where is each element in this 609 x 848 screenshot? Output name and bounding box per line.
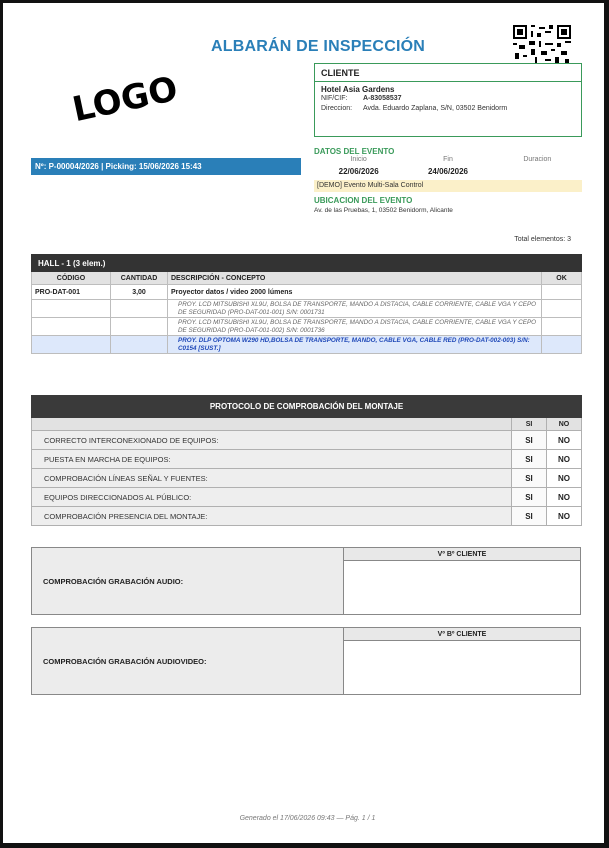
protocol-si-option[interactable]: SI [512, 488, 547, 507]
event-location-heading: UBICACION DEL EVENTO [314, 196, 413, 205]
protocol-row [32, 431, 582, 450]
client-address [315, 104, 581, 114]
protocol-row [32, 469, 582, 488]
protocol-no-option[interactable]: NO [547, 507, 582, 526]
duration-label: Duracion [523, 156, 552, 163]
address-value: Avda. Eduardo Zaplana, S/N, 03502 Benidorm [363, 105, 508, 112]
audiovideo-recording-box [31, 627, 581, 695]
protocol-item-label: CORRECTO INTERCONEXIONADO DE EQUIPOS: [32, 431, 512, 450]
item-description: Proyector datos / video 2000 lúmens [168, 285, 542, 300]
nif-value: A-83058537 [363, 95, 402, 102]
accessory-description: PROY. DLP OPTOMA W290 HD,BOLSA DE TRANSPORTE, MANDO, CABLE VGA, CABLE RED (PRO-DAT-002-003) S/N: C0154 [SUST.] [168, 336, 542, 354]
event-date-values [314, 167, 582, 176]
company-logo: LOGO [69, 68, 182, 131]
protocol-no-option[interactable]: NO [547, 450, 582, 469]
accessory-ok-cell[interactable] [542, 336, 582, 354]
protocol-row [32, 488, 582, 507]
protocol-si-option[interactable]: SI [512, 507, 547, 526]
protocol-title-row [32, 396, 582, 418]
picking-bar: Nº: P-00004/2026 | Picking: 15/06/2026 15:43 [31, 158, 301, 175]
column-header-row [32, 272, 582, 285]
table-row [32, 285, 582, 300]
start-value: 22/06/2026 [338, 167, 379, 176]
protocol-si-option[interactable]: SI [512, 431, 547, 450]
protocol-si-option[interactable]: SI [512, 450, 547, 469]
protocol-item-label: COMPROBACIÓN PRESENCIA DEL MONTAJE: [32, 507, 512, 526]
accessory-description: PROY. LCD MITSUBISHI XL9U, BOLSA DE TRANSPORTE, MANDO A DISTACIA, CABLE CORRIENTE, CABLE VGA Y CEPO DE SEGURIDAD (PRO-DAT-001-002) S/N: 0001736 [168, 318, 542, 336]
item-quantity: 3,00 [111, 285, 168, 300]
audiovideo-recording-label: COMPROBACIÓN GRABACIÓN AUDIOVIDEO: [32, 628, 344, 694]
protocol-item-label: PUESTA EN MARCHA DE EQUIPOS: [32, 450, 512, 469]
item-ok-cell[interactable] [542, 285, 582, 300]
event-date-labels [314, 156, 582, 163]
col-ok: OK [542, 272, 582, 285]
hall-header-row [32, 255, 582, 272]
duration-value [493, 167, 582, 176]
address-label: Direccion: [321, 105, 353, 112]
accessory-row [32, 300, 582, 318]
audio-recording-label: COMPROBACIÓN GRABACIÓN AUDIO: [32, 548, 344, 614]
client-signature-area[interactable] [344, 561, 580, 614]
protocol-no-option[interactable]: NO [547, 488, 582, 507]
protocol-item-label: EQUIPOS DIRECCIONADOS AL PÚBLICO: [32, 488, 512, 507]
protocol-si-option[interactable]: SI [512, 469, 547, 488]
end-value: 24/06/2026 [427, 167, 469, 176]
client-signature-area[interactable] [344, 641, 580, 694]
end-label: Fin [443, 156, 453, 163]
hall-title: HALL - 1 (3 elem.) [32, 255, 582, 272]
client-box [314, 63, 582, 137]
protocol-title: PROTOCOLO DE COMPROBACIÓN DEL MONTAJE [32, 396, 582, 418]
client-approval-label: Vº Bº CLIENTE [344, 548, 580, 561]
protocol-item-label: COMPROBACIÓN LÍNEAS SEÑAL Y FUENTES: [32, 469, 512, 488]
protocol-row [32, 450, 582, 469]
client-name: Hotel Asia Gardens [321, 85, 395, 94]
col-cantidad: CANTIDAD [111, 272, 168, 285]
protocol-subheader-row [32, 418, 582, 431]
hall-table [31, 254, 582, 354]
protocol-no-option[interactable]: NO [547, 469, 582, 488]
page-footer: Generado el 17/06/2026 09:43 — Pág. 1 / 1 [239, 815, 376, 822]
client-nif [315, 94, 581, 104]
protocol-no-option[interactable]: NO [547, 431, 582, 450]
client-approval-label: Vº Bº CLIENTE [344, 628, 580, 641]
event-location-value: Av. de las Pruebas, 1, 03502 Benidorm, Alicante [314, 207, 453, 214]
client-heading: CLIENTE [315, 64, 581, 82]
protocol-table [31, 395, 582, 526]
audio-recording-box [31, 547, 581, 615]
protocol-row [32, 507, 582, 526]
item-code: PRO-DAT-001 [32, 285, 111, 300]
protocol-no-header: NO [547, 418, 582, 431]
nif-label: NIF/CIF: [321, 95, 348, 102]
accessory-ok-cell[interactable] [542, 300, 582, 318]
event-name-bar: [DEMO] Evento Multi-Sala Control [314, 180, 582, 192]
col-descripcion: DESCRIPCIÓN - CONCEPTO [168, 272, 542, 285]
protocol-si-header: SI [512, 418, 547, 431]
event-data-heading: DATOS DEL EVENTO [314, 147, 395, 156]
accessory-ok-cell[interactable] [542, 318, 582, 336]
col-codigo: CÓDIGO [32, 272, 111, 285]
document-title: ALBARÁN DE INSPECCIÓN [211, 38, 425, 55]
start-label: Inicio [350, 156, 367, 163]
accessory-description: PROY. LCD MITSUBISHI XL9U, BOLSA DE TRANSPORTE, MANDO A DISTACIA, CABLE CORRIENTE, CABLE VGA Y CEPO DE SEGURIDAD (PRO-DAT-001-001) S/N: 0001731 [168, 300, 542, 318]
accessory-row-substituted [32, 336, 582, 354]
total-elements: Total elementos: 3 [514, 236, 571, 243]
accessory-row [32, 318, 582, 336]
